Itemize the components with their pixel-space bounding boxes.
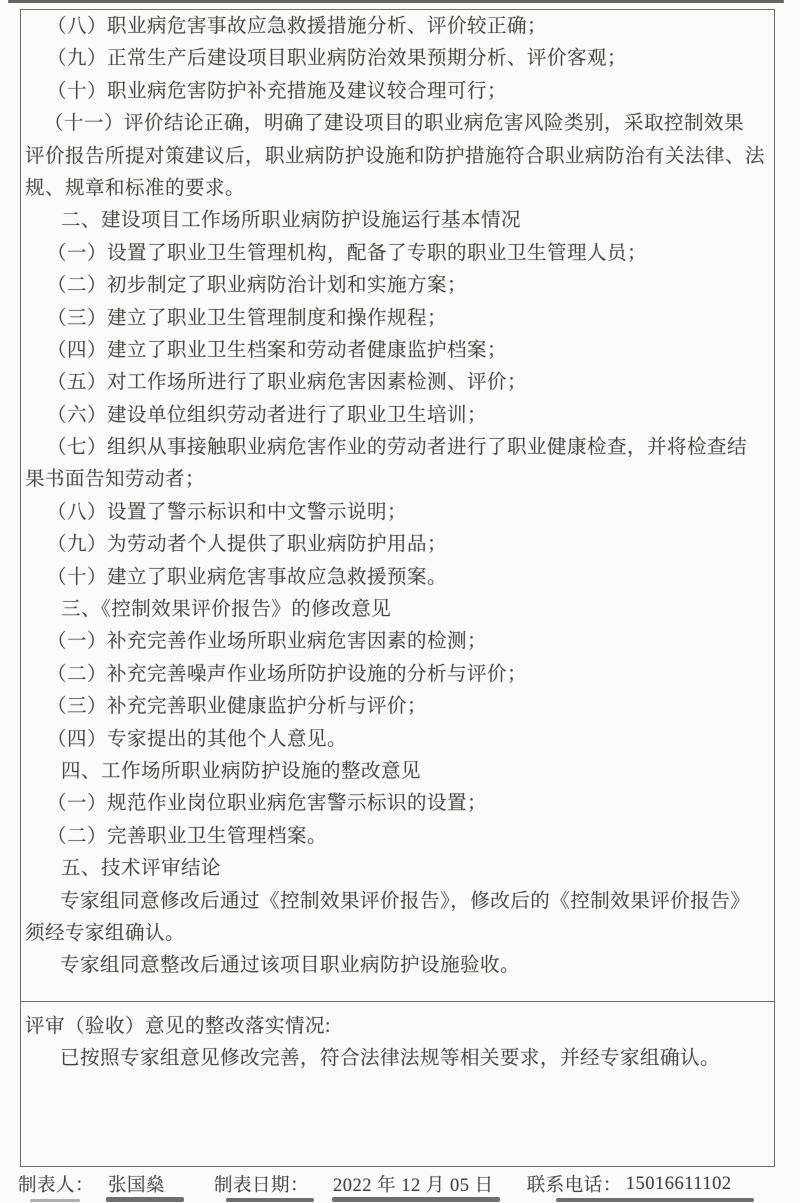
- text-line: （三）建立了职业卫生管理制度和操作规程；: [47, 307, 448, 329]
- phone-value: 15016611102: [625, 1173, 732, 1194]
- text-line: （四）专家提出的其他个人意见。: [47, 728, 348, 750]
- text-line: 三、《控制效果评价报告》的修改意见: [61, 599, 392, 621]
- text-line: （二）初步制定了职业病防治计划和实施方案；: [47, 275, 468, 297]
- maker-label: 制表人：: [18, 1176, 95, 1196]
- text-line: （六）建设单位组织劳动者进行了职业卫生培训；: [47, 404, 488, 426]
- text-line: 二、建设项目工作场所职业病防护设施运行基本情况: [61, 210, 522, 232]
- text-line: （二）补充完善噪声作业场所防护设施的分析与评价；: [47, 663, 528, 685]
- text-line: （九）正常生产后建设项目职业病防治效果预期分析、评价客观；: [47, 48, 628, 70]
- text-line: （十）职业病危害防护补充措施及建议较合理可行；: [47, 80, 508, 102]
- date-value: 2022 年 12 月 05 日: [333, 1176, 494, 1196]
- cut-off-text-fragment: [106, 1197, 184, 1202]
- cut-off-text-fragment: [30, 1199, 80, 1202]
- text-line: （四）建立了职业卫生档案和劳动者健康监护档案；: [47, 339, 508, 361]
- text-line: （八）职业病危害事故应急救援措施分析、评价较正确；: [47, 16, 548, 37]
- cut-off-top-border-line: [8, 0, 784, 3]
- text-line: 专家组同意修改后通过《控制效果评价报告》，修改后的《控制效果评价报告》: [60, 890, 751, 912]
- technical-review-opinion-cell: [21, 10, 774, 1001]
- text-line: （三）补充完善职业健康监护分析与评价；: [47, 696, 428, 718]
- rectification-implementation-cell: [21, 1001, 774, 1167]
- text-line: （一）设置了职业卫生管理机构，配备了专职的职业卫生管理人员；: [47, 242, 648, 264]
- cut-off-text-fragment: [226, 1198, 314, 1202]
- text-line: （九）为劳动者个人提供了职业病防护用品；: [47, 534, 448, 556]
- text-line: （八）设置了警示标识和中文警示说明；: [47, 501, 408, 523]
- text-line: （十一）评价结论正确，明确了建设项目的职业病危害风险类别，采取控制效果: [44, 113, 745, 135]
- form-footer-row: [18, 1169, 788, 1199]
- text-line: （五）对工作场所进行了职业病危害因素检测、评价；: [47, 372, 528, 394]
- phone-label: 联系电话：: [526, 1176, 622, 1196]
- text-line: 评审（验收）意见的整改落实情况:: [25, 1016, 331, 1037]
- text-line: 四、工作场所职业病防护设施的整改意见: [61, 760, 422, 782]
- date-label: 制表日期：: [214, 1176, 310, 1196]
- text-line: （七）组织从事接触职业病危害作业的劳动者进行了职业健康检查，并将检查结: [47, 437, 748, 459]
- text-line: （十）建立了职业病危害事故应急救援预案。: [47, 566, 448, 588]
- text-line: 专家组同意整改后通过该项目职业病防护设施验收。: [60, 955, 521, 977]
- review-form-table: [20, 9, 775, 1167]
- text-line: 五、技术评审结论: [61, 858, 222, 880]
- text-line: （一）规范作业岗位职业病危害警示标识的设置；: [47, 793, 488, 815]
- text-line: 果书面告知劳动者；: [25, 469, 206, 491]
- cut-off-text-fragment: [332, 1197, 500, 1202]
- text-line: （二）完善职业卫生管理档案。: [47, 825, 328, 847]
- text-line: 已按照专家组意见修改完善，符合法律法规等相关要求，并经专家组确认。: [60, 1048, 721, 1070]
- text-line: 评价报告所提对策建议后，职业病防护设施和防护措施符合职业病防治有关法律、法: [25, 145, 766, 167]
- maker-name: 张国燊: [108, 1176, 166, 1196]
- text-line: 规、规章和标准的要求。: [25, 177, 246, 199]
- text-line: 须经专家组确认。: [25, 922, 186, 944]
- cut-off-text-fragment: [556, 1198, 754, 1202]
- text-line: （一）补充完善作业场所职业病危害因素的检测；: [47, 631, 488, 653]
